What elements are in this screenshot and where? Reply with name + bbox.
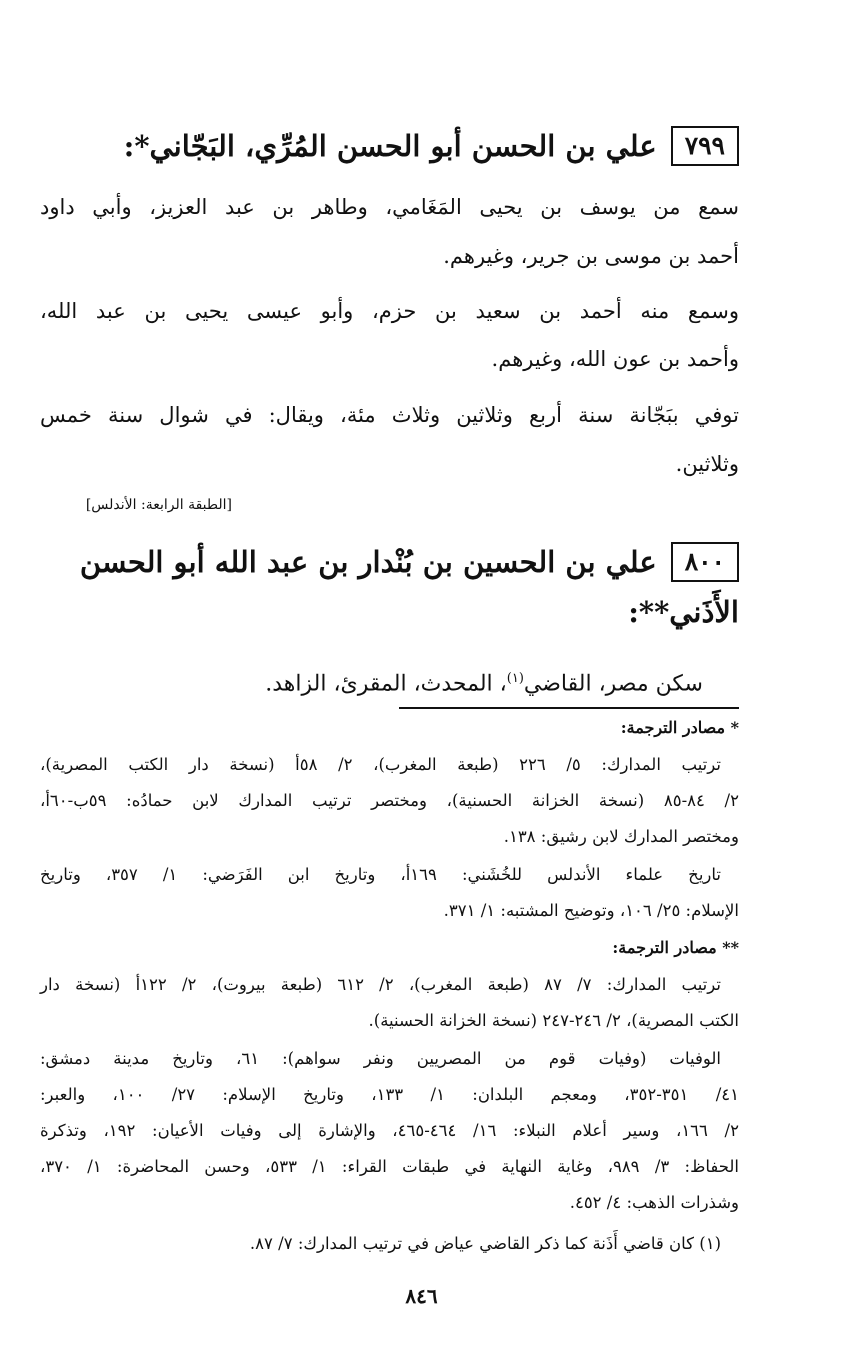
entry-800-body [265, 664, 703, 699]
entry-number-box: ٧٩٩ [671, 126, 739, 166]
sources-heading: * مصادر الترجمة: [620, 718, 739, 737]
section-tag: [الطبقة الرابعة: الأندلس] [85, 497, 232, 513]
entry-title: علي بن الحسن أبو الحسن المُرِّي، البَجّاني*: [123, 129, 657, 163]
source-line: الكتب المصرية)، ٢/ ٢٤٦-٢٤٧ (نسخة الخزانة الحسنية). [368, 1011, 739, 1030]
page-number: ٨٤٦ [405, 1284, 438, 1308]
entry-title: علي بن الحسين بن بُنْدار بن عبد الله أبو الحسن [79, 545, 657, 579]
paragraph-line: وسمع منه أحمد بن سعيد بن حزم، وأبو عيسى يحيى بن عبد الله، [40, 299, 739, 323]
source-line: ومختصر المدارك لابن رشيق: ١٣٨. [503, 827, 739, 846]
sources-heading: ** مصادر الترجمة: [612, 938, 739, 957]
source-line: ٢/ ١٦٦، وسير أعلام النبلاء: ١٦/ ٤٦٤-٤٦٥، والإشارة إلى وفيات الأعيان: ١٩٢، وتذكرة [40, 1121, 739, 1140]
paragraph-line: وثلاثين. [675, 452, 739, 476]
source-line: وشذرات الذهب: ٤/ ٤٥٢. [569, 1193, 739, 1212]
paragraph-line: وأحمد بن عون الله، وغيرهم. [491, 347, 739, 371]
footnote-reference[interactable]: (١) [506, 671, 524, 686]
paragraph-line: أحمد بن موسى بن جرير، وغيرهم. [443, 244, 739, 268]
source-line: ترتيب المدارك: ٥/ ٢٢٦ (طبعة المغرب)، ٢/ ٥٨أ (نسخة دار الكتب المصرية)، [40, 755, 721, 774]
body-text: ، المحدث، المقرئ، الزاهد. [265, 671, 507, 697]
source-line: تاريخ علماء الأندلس للخُشَني: ١٦٩أ، وتاريخ ابن الفَرَضي: ١/ ٣٥٧، وتاريخ [40, 865, 722, 884]
source-line: ٢/ ٨٤-٨٥ (نسخة الخزانة الحسنية)، ومختصر ترتيب المدارك لابن حمادُه: ٥٩ب-٦٠أ، [40, 791, 739, 810]
source-line: ترتيب المدارك: ٧/ ٨٧ (طبعة المغرب)، ٢/ ٦١٢ (طبعة بيروت)، ٢/ ١٢٢أ (نسخة دار [40, 975, 721, 994]
entry-800-heading [40, 542, 739, 582]
source-line: الإسلام: ٢٥/ ١٠٦، وتوضيح المشتبه: ١/ ٣٧١. [443, 901, 739, 920]
source-line: الوفيات (وفيات قوم من المصريين ونفر سواهم): ٦١، وتاريخ مدينة دمشق: [40, 1049, 721, 1068]
paragraph-line: سمع من يوسف بن يحيى المَغَامي، وطاهر بن عبد العزيز، وأبي داود [40, 195, 739, 219]
body-text: سكن مصر، القاضي [523, 671, 703, 697]
paragraph-line: توفي ببَجّانة سنة أربع وثلاثين وثلاث مئة، ويقال: في شوال سنة خمس [40, 403, 739, 427]
entry-title-continuation: الأَذَني**: [628, 595, 739, 629]
entry-799-heading [99, 126, 739, 166]
entry-number-box: ٨٠٠ [671, 542, 739, 582]
source-line: ٤١/ ٣٥١-٣٥٢، ومعجم البلدان: ١/ ١٣٣، وتاريخ الإسلام: ٢٧/ ١٠٠، والعبر: [40, 1085, 739, 1104]
footnote: (١) كان قاضي أَذَنة كما ذكر القاضي عياض في ترتيب المدارك: ٧/ ٨٧. [249, 1234, 721, 1253]
footnote-divider [399, 707, 739, 709]
source-line: الحفاظ: ٣/ ٩٨٩، وغاية النهاية في طبقات القراء: ١/ ٥٣٣، وحسن المحاضرة: ١/ ٣٧٠، [40, 1157, 739, 1176]
